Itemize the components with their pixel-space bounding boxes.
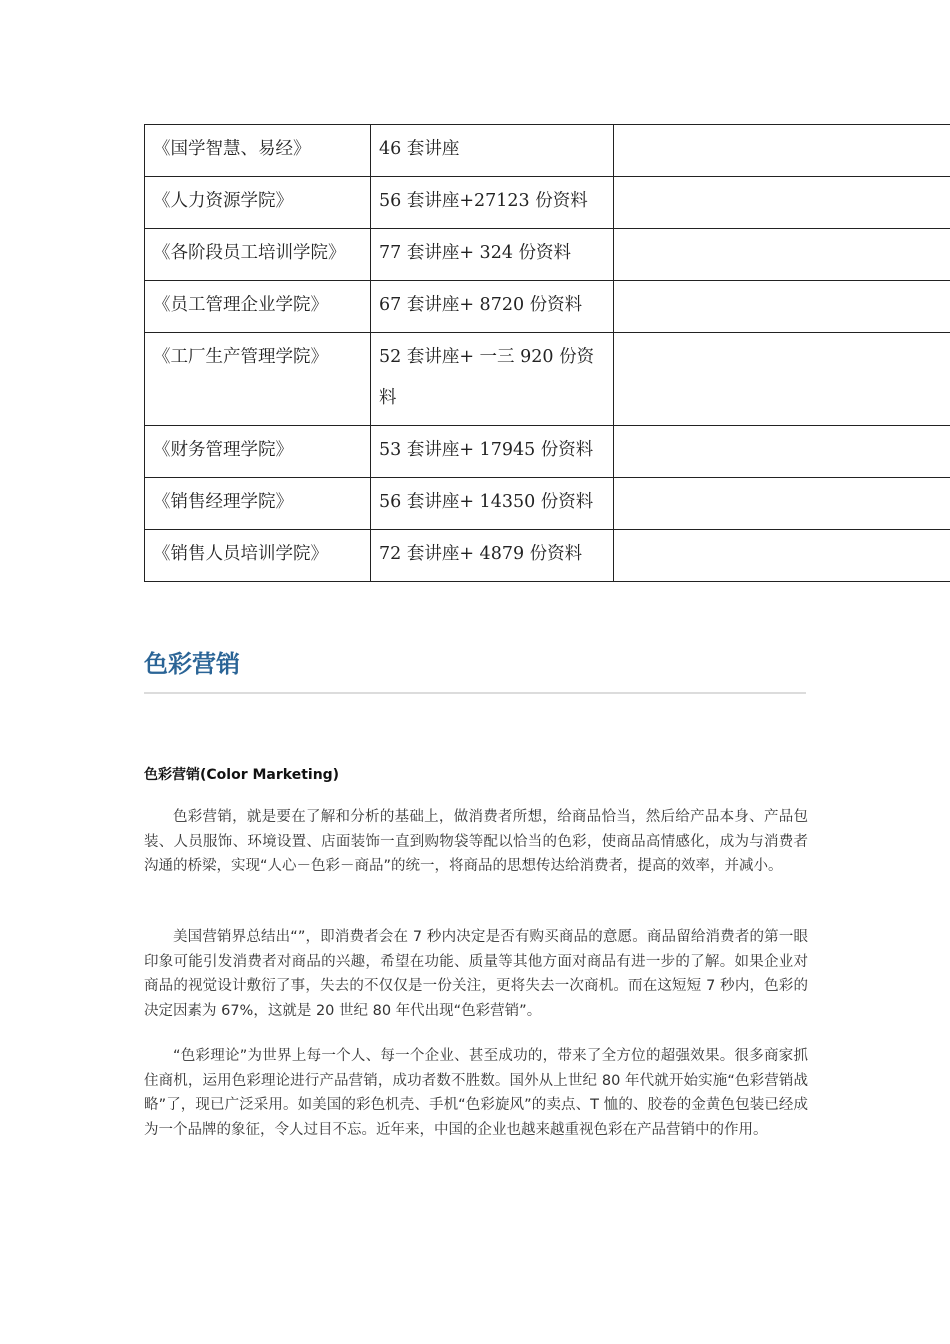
course-name: 《国学智慧、易经》 bbox=[145, 125, 371, 177]
table-row bbox=[145, 426, 950, 478]
course-content: 67 套讲座+ 8720 份资料 bbox=[371, 281, 614, 333]
course-content: 56 套讲座+ 14350 份资料 bbox=[371, 478, 614, 530]
paragraph: 色彩营销，就是要在了解和分析的基础上，做消费者所想，给商品恰当，然后给产品本身、产品包装、人员服饰、环境设置、店面装饰一直到购物袋等配以恰当的色彩，使商品高情感化，成为与消费者沟通的桥梁，实现“人心－色彩－商品”的统一，将商品的思想传达给消费者，提高的效率，并减小。 bbox=[144, 809, 808, 874]
paragraph: 美国营销界总结出“”，即消费者会在 7 秒内决定是否有购买商品的意愿。商品留给消费者的第一眼印象可能引发消费者对商品的兴趣，希望在功能、质量等其他方面对商品有进一步的了解。如果企业对商品的视觉设计敷衍了事，失去的不仅仅是一份关注，更将失去一次商机。而在这短短 7 秒内，色彩的决定因素为 67%，这就是 20 世纪 80 年代出现“色彩营销”。 bbox=[144, 929, 808, 1019]
course-name: 《人力资源学院》 bbox=[145, 177, 371, 229]
section-title: 色彩营销 bbox=[144, 646, 806, 694]
course-note bbox=[614, 125, 950, 177]
course-table bbox=[144, 124, 950, 582]
course-note bbox=[614, 333, 950, 426]
course-note bbox=[614, 229, 950, 281]
course-note bbox=[614, 426, 950, 478]
course-name: 《财务管理学院》 bbox=[145, 426, 371, 478]
course-name: 《销售经理学院》 bbox=[145, 478, 371, 530]
sub-heading: 色彩营销(Color Marketing) bbox=[144, 767, 340, 783]
course-note bbox=[614, 177, 950, 229]
course-content: 77 套讲座+ 324 份资料 bbox=[371, 229, 614, 281]
course-content: 72 套讲座+ 4879 份资料 bbox=[371, 530, 614, 582]
course-note bbox=[614, 530, 950, 582]
table-row bbox=[145, 333, 950, 426]
course-note bbox=[614, 281, 950, 333]
table-row bbox=[145, 229, 950, 281]
course-content: 52 套讲座+ 一三 920 份资料 bbox=[371, 333, 614, 426]
table-row bbox=[145, 281, 950, 333]
course-name: 《销售人员培训学院》 bbox=[145, 530, 371, 582]
course-name: 《各阶段员工培训学院》 bbox=[145, 229, 371, 281]
paragraph: “色彩理论”为世界上每一个人、每一个企业、甚至成功的，带来了全方位的超强效果。很多商家抓住商机，运用色彩理论进行产品营销，成功者数不胜数。国外从上世纪 80 年代就开始实施“色彩营销战略”了，现已广泛采用。如美国的彩色机壳、手机“色彩旋风”的卖点、T 恤的、胶卷的金黄色包装已经成为一个品牌的象征，令人过目不忘。近年来，中国的企业也越来越重视色彩在产品营销中的作用。 bbox=[144, 1048, 808, 1138]
table-row bbox=[145, 530, 950, 582]
course-name: 《工厂生产管理学院》 bbox=[145, 333, 371, 426]
course-note bbox=[614, 478, 950, 530]
course-name: 《员工管理企业学院》 bbox=[145, 281, 371, 333]
table-row bbox=[145, 478, 950, 530]
table-row bbox=[145, 177, 950, 229]
course-content: 53 套讲座+ 17945 份资料 bbox=[371, 426, 614, 478]
course-content: 46 套讲座 bbox=[371, 125, 614, 177]
course-content: 56 套讲座+27123 份资料 bbox=[371, 177, 614, 229]
table-row bbox=[145, 125, 950, 177]
